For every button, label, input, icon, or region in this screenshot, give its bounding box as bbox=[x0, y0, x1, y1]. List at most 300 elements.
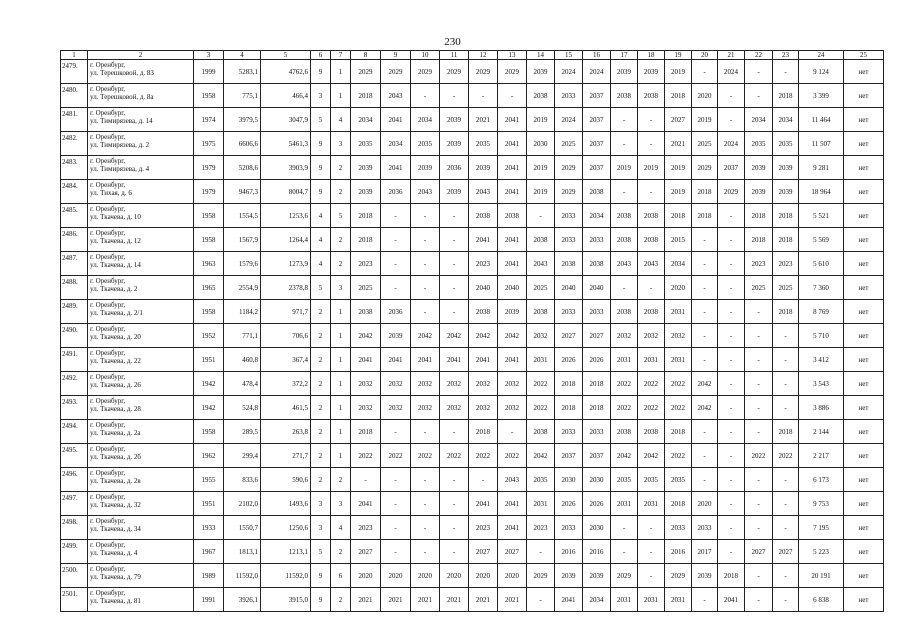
table-cell: - bbox=[381, 540, 411, 564]
table-cell: нет bbox=[844, 180, 884, 204]
table-cell: 1967 bbox=[194, 540, 224, 564]
table-cell: 2034 bbox=[665, 252, 692, 276]
table-cell: 1958 bbox=[194, 420, 224, 444]
table-cell: - bbox=[381, 228, 411, 252]
table-cell: 2032 bbox=[498, 372, 527, 396]
table-cell: 2041 bbox=[351, 492, 381, 516]
address-city: г. Оренбург, bbox=[90, 517, 126, 525]
address-street: ул. Ткачева, д. 14 bbox=[90, 261, 141, 269]
table-cell: - bbox=[611, 276, 638, 300]
column-header: 25 bbox=[844, 51, 884, 60]
table-cell: 706,6 bbox=[261, 324, 311, 348]
table-cell: 5208,6 bbox=[224, 156, 261, 180]
table-cell: 2039 bbox=[638, 60, 665, 84]
table-cell: 2039 bbox=[381, 324, 411, 348]
row-number: 2491. bbox=[61, 348, 88, 372]
table-cell: 2039 bbox=[583, 564, 611, 588]
table-cell: 2 bbox=[311, 300, 331, 324]
table-cell: - bbox=[381, 252, 411, 276]
table-cell: - bbox=[411, 516, 440, 540]
table-row bbox=[61, 588, 884, 612]
table-cell: 2032 bbox=[527, 324, 555, 348]
address-street: ул. Тихая, д. 6 bbox=[90, 189, 132, 197]
address-city: г. Оренбург, bbox=[90, 325, 126, 333]
address-cell bbox=[88, 540, 194, 564]
table-cell: - bbox=[351, 468, 381, 492]
table-cell: 2020 bbox=[381, 564, 411, 588]
column-header: 21 bbox=[718, 51, 745, 60]
table-cell: 2018 bbox=[692, 180, 718, 204]
address-city: г. Оренбург, bbox=[90, 469, 126, 477]
table-cell: 2035 bbox=[469, 132, 498, 156]
table-cell: - bbox=[692, 60, 718, 84]
row-number: 2500. bbox=[61, 564, 88, 588]
table-cell: 2032 bbox=[469, 396, 498, 420]
table-cell: 2016 bbox=[583, 540, 611, 564]
table-cell: 2021 bbox=[665, 132, 692, 156]
table-cell: 2040 bbox=[555, 276, 583, 300]
table-cell: 1942 bbox=[194, 396, 224, 420]
table-cell: 11592,0 bbox=[224, 564, 261, 588]
table-cell: 2041 bbox=[498, 252, 527, 276]
table-cell: - bbox=[718, 468, 745, 492]
table-row bbox=[61, 228, 884, 252]
table-cell: 2034 bbox=[381, 132, 411, 156]
table-cell: 2037 bbox=[583, 108, 611, 132]
table-cell: 2041 bbox=[381, 348, 411, 372]
table-cell: 1958 bbox=[194, 228, 224, 252]
address-cell bbox=[88, 324, 194, 348]
table-cell: - bbox=[745, 60, 773, 84]
table-cell: 7 195 bbox=[799, 516, 844, 540]
column-header: 5 bbox=[261, 51, 311, 60]
table-cell: 1979 bbox=[194, 180, 224, 204]
table-cell: 2041 bbox=[498, 228, 527, 252]
row-number: 2480. bbox=[61, 84, 88, 108]
table-cell: 2041 bbox=[469, 492, 498, 516]
table-cell: 1213,1 bbox=[261, 540, 311, 564]
table-cell: 3 bbox=[331, 492, 351, 516]
table-cell: 2554,9 bbox=[224, 276, 261, 300]
table-cell: 478,4 bbox=[224, 372, 261, 396]
table-cell: 2018 bbox=[351, 84, 381, 108]
table-cell: 2032 bbox=[381, 396, 411, 420]
table-cell: 2041 bbox=[381, 108, 411, 132]
table-cell: 2043 bbox=[611, 252, 638, 276]
table-cell: 2029 bbox=[381, 60, 411, 84]
table-cell: 7 360 bbox=[799, 276, 844, 300]
table-cell: 2029 bbox=[665, 564, 692, 588]
table-cell: 2032 bbox=[469, 372, 498, 396]
table-cell: 2022 bbox=[638, 396, 665, 420]
table-cell: 2032 bbox=[665, 324, 692, 348]
table-cell: 2031 bbox=[527, 492, 555, 516]
table-cell: 3926,1 bbox=[224, 588, 261, 612]
table-cell: 2 bbox=[331, 540, 351, 564]
table-cell: 2019 bbox=[692, 108, 718, 132]
table-cell: - bbox=[718, 252, 745, 276]
table-cell: нет bbox=[844, 324, 884, 348]
table-cell: 2041 bbox=[498, 492, 527, 516]
table-cell: - bbox=[411, 468, 440, 492]
table-cell: 1813,1 bbox=[224, 540, 261, 564]
address-cell bbox=[88, 60, 194, 84]
table-cell: 2038 bbox=[498, 204, 527, 228]
table-cell: 2018 bbox=[745, 228, 773, 252]
table-cell: 2042 bbox=[611, 444, 638, 468]
address-cell bbox=[88, 252, 194, 276]
table-cell: 2 bbox=[311, 468, 331, 492]
address-street: ул. Терешковой, д. 8а bbox=[90, 93, 154, 101]
table-cell: 2039 bbox=[745, 180, 773, 204]
column-header: 7 bbox=[331, 51, 351, 60]
table-cell: - bbox=[773, 492, 799, 516]
table-cell: 2027 bbox=[583, 324, 611, 348]
table-cell: - bbox=[773, 516, 799, 540]
table-cell: 2041 bbox=[555, 588, 583, 612]
table-cell: 2019 bbox=[665, 60, 692, 84]
address-city: г. Оренбург, bbox=[90, 157, 126, 165]
table-cell: 3 412 bbox=[799, 348, 844, 372]
table-cell: 2037 bbox=[583, 84, 611, 108]
table-cell: нет bbox=[844, 108, 884, 132]
table-cell: 299,4 bbox=[224, 444, 261, 468]
table-cell: нет bbox=[844, 84, 884, 108]
table-cell: 2040 bbox=[583, 276, 611, 300]
address-city: г. Оренбург, bbox=[90, 61, 126, 69]
table-cell: - bbox=[527, 540, 555, 564]
address-cell bbox=[88, 156, 194, 180]
address-city: г. Оренбург, bbox=[90, 349, 126, 357]
table-cell: - bbox=[611, 180, 638, 204]
table-cell: - bbox=[718, 324, 745, 348]
table-cell: - bbox=[773, 468, 799, 492]
table-cell: 2027 bbox=[498, 540, 527, 564]
table-cell: - bbox=[718, 516, 745, 540]
table-cell: нет bbox=[844, 276, 884, 300]
table-cell: 2039 bbox=[773, 180, 799, 204]
table-cell: 2023 bbox=[773, 252, 799, 276]
table-cell: - bbox=[718, 372, 745, 396]
table-cell: 372,2 bbox=[261, 372, 311, 396]
table-cell: 4 bbox=[331, 108, 351, 132]
table-cell: 3047,9 bbox=[261, 108, 311, 132]
table-cell: 2035 bbox=[611, 468, 638, 492]
table-cell: нет bbox=[844, 228, 884, 252]
table-cell: 2022 bbox=[665, 444, 692, 468]
table-cell: нет bbox=[844, 300, 884, 324]
table-cell: 2031 bbox=[665, 348, 692, 372]
table-cell: - bbox=[773, 396, 799, 420]
column-header: 1 bbox=[61, 51, 88, 60]
table-cell: - bbox=[745, 396, 773, 420]
address-street: ул. Ткачева, д. 4 bbox=[90, 549, 138, 557]
address-street: ул. Ткачева, д. 26 bbox=[90, 381, 141, 389]
table-cell: 1999 bbox=[194, 60, 224, 84]
table-cell: 2026 bbox=[583, 492, 611, 516]
table-cell: 1 bbox=[331, 372, 351, 396]
table-cell: 2019 bbox=[611, 156, 638, 180]
table-cell: 367,4 bbox=[261, 348, 311, 372]
table-cell: 2018 bbox=[773, 420, 799, 444]
column-header: 12 bbox=[469, 51, 498, 60]
table-cell: 2102,0 bbox=[224, 492, 261, 516]
table-cell: 2020 bbox=[411, 564, 440, 588]
column-header: 3 bbox=[194, 51, 224, 60]
table-cell: 2041 bbox=[498, 132, 527, 156]
table-cell: 2037 bbox=[718, 156, 745, 180]
address-city: г. Оренбург, bbox=[90, 589, 126, 597]
table-cell: 2 bbox=[311, 324, 331, 348]
table-cell: 2039 bbox=[351, 180, 381, 204]
table-cell: 2033 bbox=[555, 300, 583, 324]
address-city: г. Оренбург, bbox=[90, 541, 126, 549]
table-cell: 2 bbox=[311, 420, 331, 444]
column-header: 18 bbox=[638, 51, 665, 60]
table-cell: 3915,0 bbox=[261, 588, 311, 612]
table-cell: 2020 bbox=[469, 564, 498, 588]
table-cell: 1 bbox=[331, 420, 351, 444]
table-cell: - bbox=[440, 492, 469, 516]
table-cell: 1989 bbox=[194, 564, 224, 588]
column-number-row bbox=[61, 51, 884, 60]
table-cell: 2032 bbox=[351, 396, 381, 420]
table-cell: 2 bbox=[331, 156, 351, 180]
table-cell: нет bbox=[844, 420, 884, 444]
table-cell: 5 bbox=[311, 276, 331, 300]
table-cell: - bbox=[692, 468, 718, 492]
column-header: 23 bbox=[773, 51, 799, 60]
table-cell: 2021 bbox=[381, 588, 411, 612]
table-cell: 3 399 bbox=[799, 84, 844, 108]
column-header: 22 bbox=[745, 51, 773, 60]
table-row bbox=[61, 180, 884, 204]
table-row bbox=[61, 540, 884, 564]
table-cell: 2041 bbox=[351, 348, 381, 372]
table-cell: 524,8 bbox=[224, 396, 261, 420]
table-cell: 1 bbox=[331, 348, 351, 372]
table-cell: 271,7 bbox=[261, 444, 311, 468]
table-cell: 460,8 bbox=[224, 348, 261, 372]
table-cell: - bbox=[411, 492, 440, 516]
table-cell: 2016 bbox=[555, 540, 583, 564]
address-street: ул. Ткачева, д. 2в bbox=[90, 477, 141, 485]
table-cell: 2 bbox=[331, 228, 351, 252]
table-cell: 5 bbox=[311, 540, 331, 564]
table-cell: нет bbox=[844, 60, 884, 84]
table-cell: 3 bbox=[311, 492, 331, 516]
table-cell: 2029 bbox=[555, 156, 583, 180]
table-cell: 2034 bbox=[583, 588, 611, 612]
table-cell: 1962 bbox=[194, 444, 224, 468]
table-cell: 2031 bbox=[611, 588, 638, 612]
table-cell: 1 bbox=[331, 324, 351, 348]
table-cell: 2018 bbox=[583, 396, 611, 420]
table-cell: - bbox=[411, 420, 440, 444]
column-header: 2 bbox=[88, 51, 194, 60]
address-cell bbox=[88, 444, 194, 468]
table-cell: 1253,6 bbox=[261, 204, 311, 228]
address-city: г. Оренбург, bbox=[90, 373, 126, 381]
table-cell: 2032 bbox=[351, 372, 381, 396]
table-cell: - bbox=[611, 132, 638, 156]
address-street: ул. Ткачева, д. 2/1 bbox=[90, 309, 143, 317]
table-cell: 3903,9 bbox=[261, 156, 311, 180]
table-cell: 2041 bbox=[411, 348, 440, 372]
table-cell: 2021 bbox=[469, 588, 498, 612]
table-cell: 2039 bbox=[440, 180, 469, 204]
table-cell: 2035 bbox=[665, 468, 692, 492]
row-number: 2487. bbox=[61, 252, 88, 276]
table-cell: 2022 bbox=[381, 444, 411, 468]
table-cell: 2018 bbox=[555, 396, 583, 420]
table-cell: 2022 bbox=[665, 396, 692, 420]
row-number: 2482. bbox=[61, 132, 88, 156]
row-number: 2495. bbox=[61, 444, 88, 468]
table-cell: 2039 bbox=[527, 60, 555, 84]
table-cell: 2035 bbox=[773, 132, 799, 156]
address-cell bbox=[88, 348, 194, 372]
table-cell: 1951 bbox=[194, 348, 224, 372]
table-cell: - bbox=[718, 300, 745, 324]
address-city: г. Оренбург, bbox=[90, 397, 126, 405]
table-cell: 2033 bbox=[583, 300, 611, 324]
table-cell: 2043 bbox=[638, 252, 665, 276]
table-cell: - bbox=[611, 516, 638, 540]
table-cell: 2030 bbox=[527, 132, 555, 156]
address-cell bbox=[88, 492, 194, 516]
table-cell: 2043 bbox=[411, 180, 440, 204]
table-cell: - bbox=[773, 588, 799, 612]
table-cell: 2029 bbox=[692, 156, 718, 180]
table-cell: 2025 bbox=[773, 276, 799, 300]
table-cell: 8004,7 bbox=[261, 180, 311, 204]
table-cell: 8 769 bbox=[799, 300, 844, 324]
table-cell: - bbox=[381, 420, 411, 444]
table-cell: 1933 bbox=[194, 516, 224, 540]
table-cell: 9 281 bbox=[799, 156, 844, 180]
table-cell: 2043 bbox=[498, 468, 527, 492]
table-cell: - bbox=[411, 228, 440, 252]
row-number: 2485. bbox=[61, 204, 88, 228]
column-header: 8 bbox=[351, 51, 381, 60]
table-cell: - bbox=[773, 324, 799, 348]
table-cell: 2027 bbox=[773, 540, 799, 564]
table-cell: нет bbox=[844, 372, 884, 396]
table-cell: - bbox=[745, 348, 773, 372]
table-cell: 2027 bbox=[665, 108, 692, 132]
table-cell: 771,1 bbox=[224, 324, 261, 348]
table-cell: 2041 bbox=[498, 156, 527, 180]
table-cell: нет bbox=[844, 588, 884, 612]
table-cell: 5 710 bbox=[799, 324, 844, 348]
table-cell: 2 bbox=[331, 252, 351, 276]
table-cell: 2022 bbox=[411, 444, 440, 468]
column-header: 19 bbox=[665, 51, 692, 60]
table-cell: 1942 bbox=[194, 372, 224, 396]
table-cell: 2038 bbox=[638, 228, 665, 252]
row-number: 2494. bbox=[61, 420, 88, 444]
table-cell: 2024 bbox=[718, 132, 745, 156]
address-cell bbox=[88, 180, 194, 204]
table-cell: - bbox=[718, 492, 745, 516]
address-cell bbox=[88, 564, 194, 588]
table-cell: 2038 bbox=[527, 420, 555, 444]
table-cell: 2042 bbox=[638, 444, 665, 468]
table-row bbox=[61, 564, 884, 588]
table-cell: 1 bbox=[331, 396, 351, 420]
table-cell: - bbox=[745, 420, 773, 444]
table-cell: - bbox=[411, 252, 440, 276]
address-cell bbox=[88, 588, 194, 612]
table-cell: 461,5 bbox=[261, 396, 311, 420]
table-cell: 2032 bbox=[440, 372, 469, 396]
table-cell: 2039 bbox=[469, 156, 498, 180]
table-cell: 2029 bbox=[440, 60, 469, 84]
table-cell: - bbox=[469, 468, 498, 492]
table-cell: 2039 bbox=[440, 108, 469, 132]
table-cell: 2018 bbox=[351, 204, 381, 228]
table-cell: - bbox=[718, 108, 745, 132]
table-cell: 11 507 bbox=[799, 132, 844, 156]
table-cell: 2042 bbox=[469, 324, 498, 348]
table-cell: 2022 bbox=[527, 372, 555, 396]
table-cell: 1273,9 bbox=[261, 252, 311, 276]
table-cell: 4762,6 bbox=[261, 60, 311, 84]
table-cell: - bbox=[381, 276, 411, 300]
table-cell: 2038 bbox=[611, 420, 638, 444]
table-cell: 2016 bbox=[665, 540, 692, 564]
table-cell: 9 bbox=[311, 60, 331, 84]
table-cell: 2029 bbox=[351, 60, 381, 84]
column-header: 13 bbox=[498, 51, 527, 60]
address-street: ул. Ткачева, д. 22 bbox=[90, 357, 141, 365]
table-cell: - bbox=[440, 276, 469, 300]
table-cell: нет bbox=[844, 132, 884, 156]
address-street: ул. Ткачева, д. 2 bbox=[90, 285, 138, 293]
table-cell: 2018 bbox=[718, 564, 745, 588]
column-header: 16 bbox=[583, 51, 611, 60]
table-cell: 775,1 bbox=[224, 84, 261, 108]
table-cell: 2031 bbox=[665, 300, 692, 324]
address-street: ул. Ткачева, д. 32 bbox=[90, 501, 141, 509]
table-cell: - bbox=[692, 324, 718, 348]
table-cell: 2038 bbox=[469, 300, 498, 324]
table-row bbox=[61, 156, 884, 180]
table-cell: 2033 bbox=[583, 420, 611, 444]
column-header: 11 bbox=[440, 51, 469, 60]
table-cell: 2039 bbox=[411, 156, 440, 180]
table-cell: 2041 bbox=[440, 348, 469, 372]
table-cell: - bbox=[638, 276, 665, 300]
table-cell: - bbox=[440, 540, 469, 564]
column-header: 14 bbox=[527, 51, 555, 60]
table-cell: 2021 bbox=[498, 588, 527, 612]
table-cell: 2023 bbox=[527, 516, 555, 540]
table-cell: 20 191 bbox=[799, 564, 844, 588]
table-cell: 2038 bbox=[555, 252, 583, 276]
table-cell: 2 bbox=[331, 180, 351, 204]
table-cell: 2031 bbox=[665, 588, 692, 612]
table-cell: 2032 bbox=[498, 396, 527, 420]
table-cell: нет bbox=[844, 396, 884, 420]
table-cell: 2043 bbox=[381, 84, 411, 108]
table-cell: 2021 bbox=[351, 588, 381, 612]
table-cell: - bbox=[638, 516, 665, 540]
table-cell: - bbox=[638, 564, 665, 588]
address-city: г. Оренбург, bbox=[90, 277, 126, 285]
address-city: г. Оренбург, bbox=[90, 445, 126, 453]
